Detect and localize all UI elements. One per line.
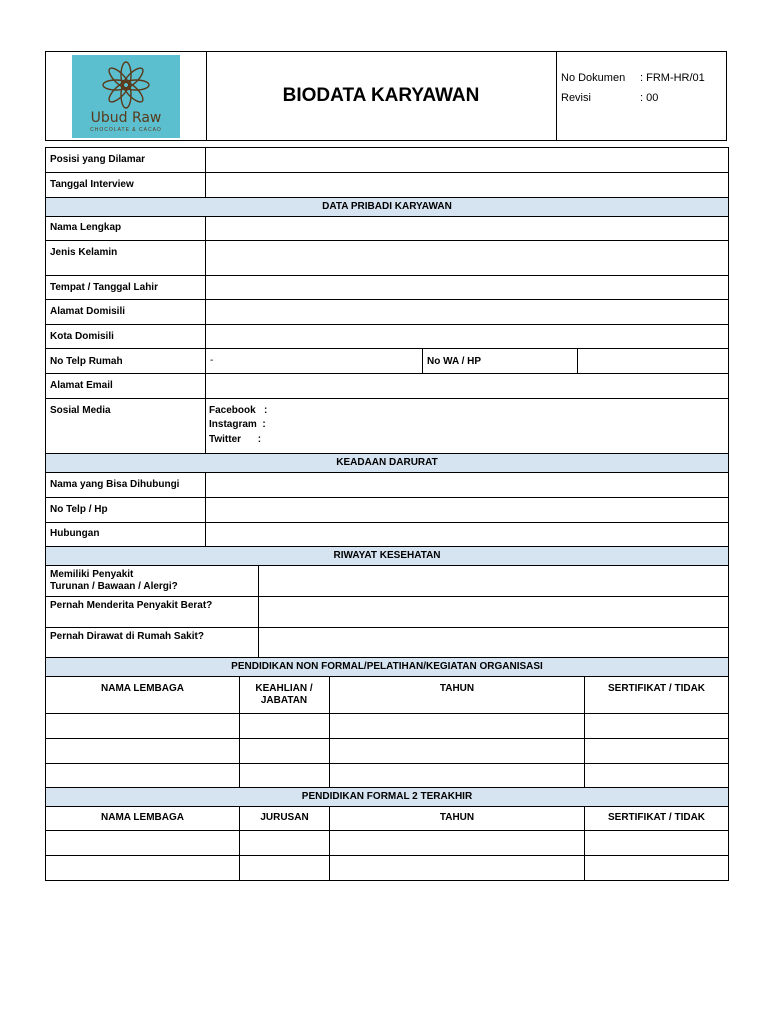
label-nama-lengkap: Nama Lengkap <box>50 222 122 233</box>
label-alamat-domisili: Alamat Domisili <box>50 306 126 317</box>
row-line <box>45 787 729 788</box>
section-title-non-formal: PENDIDIKAN NON FORMAL/PELATIHAN/KEGIATAN ORGANISASI <box>231 661 543 672</box>
label-dirawat: Pernah Dirawat di Rumah Sakit? <box>50 631 204 642</box>
section-title-pribadi: DATA PRIBADI KARYAWAN <box>322 201 452 212</box>
row-line <box>45 676 729 677</box>
f-header-jurusan: JURUSAN <box>260 812 309 823</box>
f-header-tahun: TAHUN <box>439 812 475 823</box>
label-hubungan: Hubungan <box>50 528 100 539</box>
no-telp-rumah-value[interactable]: - <box>210 355 214 366</box>
doc-number-label: No Dokumen <box>561 72 626 84</box>
label-ttl: Tempat / Tanggal Lahir <box>50 282 158 293</box>
alamat-email-field[interactable] <box>206 374 728 398</box>
hubungan-field[interactable] <box>206 523 728 546</box>
label-instagram[interactable]: Instagram : <box>209 419 266 430</box>
label-jenis-kelamin: Jenis Kelamin <box>50 247 118 258</box>
label-no-telp-rumah: No Telp Rumah <box>50 356 123 367</box>
section-title-formal: PENDIDIKAN FORMAL 2 TERAKHIR <box>301 791 473 802</box>
row-line <box>45 830 729 831</box>
f-header-nama-lembaga: NAMA LEMBAGA <box>101 812 184 823</box>
nama-kontak-darurat-field[interactable] <box>206 473 728 497</box>
posisi-field[interactable] <box>206 148 728 172</box>
label-nama-kontak-darurat: Nama yang Bisa Dihubungi <box>50 479 180 490</box>
company-logo <box>72 55 180 138</box>
no-telp-darurat-field[interactable] <box>206 498 728 522</box>
nf-header-sertifikat: SERTIFIKAT / TIDAK <box>607 683 706 694</box>
row-line <box>45 738 729 739</box>
tanggal-interview-field[interactable] <box>206 173 728 197</box>
nf-header-tahun: TAHUN <box>439 683 475 694</box>
row-line <box>45 763 729 764</box>
label-twitter[interactable]: Twitter : <box>209 434 262 445</box>
revision-label: Revisi <box>561 92 591 104</box>
revision-value: : 00 <box>640 92 659 104</box>
header-divider-2 <box>556 51 557 141</box>
ttl-field[interactable] <box>206 276 728 299</box>
penyakit-berat-field[interactable] <box>259 597 728 627</box>
row-line <box>45 855 729 856</box>
label-penyakit-line1: Memiliki Penyakit <box>50 569 134 580</box>
col-line <box>239 676 240 788</box>
logo-brand-text: Ubud Raw <box>90 110 162 126</box>
nama-lengkap-field[interactable] <box>206 217 728 240</box>
row-line <box>45 398 729 399</box>
nf-header-nama-lembaga: NAMA LEMBAGA <box>101 683 184 694</box>
label-alamat-email: Alamat Email <box>50 380 113 391</box>
alamat-domisili-field[interactable] <box>206 300 728 324</box>
label-no-wa: No WA / HP <box>427 356 482 367</box>
nf-header-keahlian: KEAHLIAN / JABATAN <box>255 683 313 706</box>
logo-tagline-text: CHOCOLATE & CACAO <box>90 127 162 133</box>
label-kota-domisili: Kota Domisili <box>50 331 114 342</box>
label-penyakit-berat: Pernah Menderita Penyakit Berat? <box>50 600 213 611</box>
f-header-sertifikat: SERTIFIKAT / TIDAK <box>607 812 706 823</box>
dirawat-field[interactable] <box>259 628 728 657</box>
label-facebook[interactable]: Facebook : <box>209 405 268 416</box>
label-penyakit-line2: Turunan / Bawaan / Alergi? <box>50 581 178 592</box>
row-line <box>45 546 729 547</box>
flower-mandala-icon <box>72 57 180 113</box>
row-line <box>45 197 729 198</box>
row-line <box>45 657 729 658</box>
penyakit-field[interactable] <box>259 566 728 596</box>
label-sosial-media: Sosial Media <box>50 405 111 416</box>
label-tanggal-interview: Tanggal Interview <box>50 179 134 190</box>
label-posisi: Posisi yang Dilamar <box>50 154 146 165</box>
section-title-darurat: KEADAAN DARURAT <box>336 457 438 468</box>
label-no-telp-darurat: No Telp / Hp <box>50 504 108 515</box>
row-line <box>45 713 729 714</box>
section-title-kesehatan: RIWAYAT KESEHATAN <box>333 550 441 561</box>
row-line <box>45 806 729 807</box>
jenis-kelamin-field[interactable] <box>206 241 728 275</box>
kota-domisili-field[interactable] <box>206 325 728 348</box>
no-wa-field[interactable] <box>578 349 728 373</box>
doc-number-value: : FRM-HR/01 <box>640 72 705 84</box>
document-title: BIODATA KARYAWAN <box>282 85 480 106</box>
row-line <box>45 453 729 454</box>
col-line <box>422 348 423 373</box>
